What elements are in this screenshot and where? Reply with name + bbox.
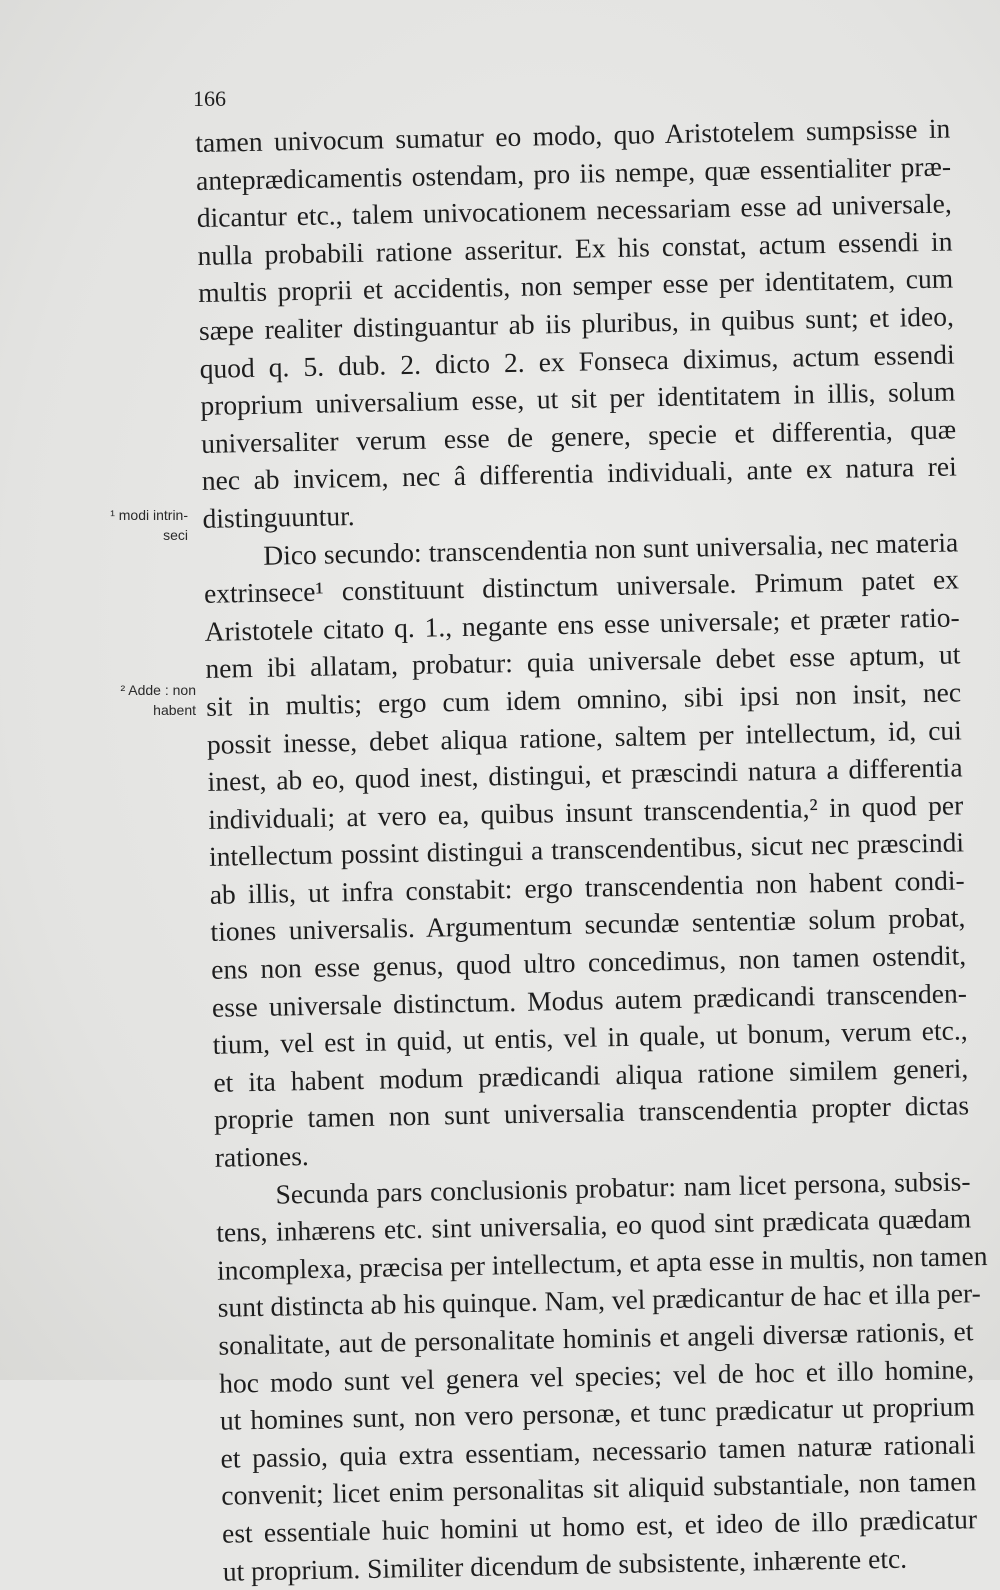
text-line: tamen univocum sumatur eo modo, quo Aristotelem sumpsisse in <box>195 112 951 158</box>
text-line: extrinsece¹ constituunt distinctum universale. Primum patet ex <box>203 563 960 610</box>
text-line: Aristotele citato q. 1., negante ens esse universale; et præter ratio- <box>204 601 960 647</box>
text-line: convenit; licet enim personalitas sit aliquid substantiale, non tamen <box>221 1465 977 1512</box>
text-line: individuali; at vero ea, quibus insunt transcendentia,² in quod per <box>208 789 964 835</box>
text-line: dicantur etc., talem univocationem necessariam esse ad universale, <box>196 187 952 234</box>
text-line: ut proprium. Similiter dicendum de subsistente, inhærente etc. <box>222 1542 908 1587</box>
text-line: sit in multis; ergo cum idem omnino, sibi ipsi non insit, nec <box>205 676 962 722</box>
text-line: universaliter verum esse de genere, specie et differentia, quæ <box>200 413 957 459</box>
text-line: est essentiale huic homini ut homo est, et ideo de illo prædicatur <box>221 1503 978 1549</box>
text-line: intellectum possint distingui a transcendentibus, sicut nec præscindi <box>208 826 965 873</box>
text-line: anteprædicamentis ostendam, pro iis nempe, quæ essentialiter præ- <box>195 150 952 196</box>
text-line: quod q. 5. dub. 2. dicto 2. ex Fonseca diximus, actum essendi <box>199 338 955 384</box>
text-line: Secunda pars conclusionis probatur: nam licet persona, subsis- <box>275 1164 971 1210</box>
text-line: hoc modo sunt vel genera vel species; vel de hoc et illo homine, <box>218 1352 975 1399</box>
text-line: incomplexa, præcisa per intellectum, et apta esse in multis, non tamen <box>216 1239 988 1286</box>
text-line: multis proprii et accidentis, non semper esse per identitatem, cum <box>197 262 954 309</box>
text-line: ut homines sunt, non vero personæ, et tunc prædicatur ut proprium <box>219 1390 976 1436</box>
text-line: et ita habent modum prædicandi aliqua ratione similem generi, <box>213 1052 969 1098</box>
text-line: nem ibi allatam, probatur: quia universale debet esse aptum, ut <box>205 638 961 685</box>
text-line: nulla probabili ratione asseritur. Ex his constat, actum essendi in <box>197 225 953 271</box>
text-line: ab illis, ut infra constabit: ergo transcendentia non habent condi- <box>209 864 965 910</box>
text-line: sonalitate, aut de personalitate hominis et angeli diversæ rationis, et <box>218 1315 974 1361</box>
text-line: ens non esse genus, quod ultro concedimus, non tamen ostendit, <box>210 939 967 985</box>
text-line: tiones universalis. Argumentum secundæ sententiæ solum probat, <box>210 901 966 948</box>
text-line: distinguuntur. <box>202 499 355 534</box>
text-line: tium, vel est in quid, ut entis, vel in quale, ut bonum, verum etc., <box>212 1014 968 1061</box>
body-text <box>195 109 988 1590</box>
text-line: inest, ab eo, quod inest, distingui, et præscindi natura a differentia <box>207 751 963 797</box>
text-line: Dico secundo: transcendentia non sunt universalia, nec materia <box>262 525 959 571</box>
text-line: esse universale distinctum. Modus autem prædicandi transcenden- <box>211 977 968 1023</box>
margin-note-1: ¹ modi intrin- seci <box>110 507 188 543</box>
text-line: proprie tamen non sunt universalia transcendentia propter dictas <box>213 1089 970 1136</box>
margin-note-2: ² Adde : non habent <box>120 682 196 718</box>
text-line: sunt distincta ab his quinque. Nam, vel prædicantur de hac et illa per- <box>217 1277 982 1324</box>
text-line: proprium universalium esse, ut sit per identitatem in illis, solum <box>200 375 956 422</box>
text-line: nec ab invicem, nec â differentia individuali, ante ex natura rei <box>201 450 958 497</box>
text-line: sæpe realiter distinguantur ab iis pluribus, in quibus sunt; et ideo, <box>198 300 955 346</box>
text-line: tens, inhærens etc. sint universalia, eo quod sint prædicata quædam <box>215 1202 972 1249</box>
text-line: rationes. <box>214 1140 310 1173</box>
text-line: possit inesse, debet aliqua ratione, saltem per intellectum, id, cui <box>206 713 963 760</box>
text-line: et passio, quia extra essentiam, necessario tamen naturæ rationali <box>220 1428 976 1474</box>
page-number: 166 <box>193 86 226 111</box>
